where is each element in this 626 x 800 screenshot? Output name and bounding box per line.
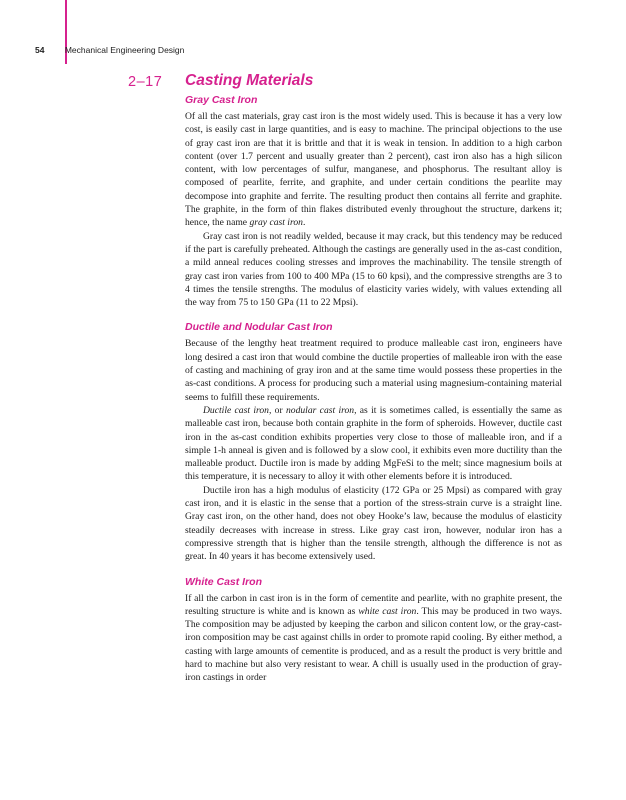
term-white-cast-iron: white cast iron (358, 605, 417, 617)
heading-ductile-cast-iron: Ductile and Nodular Cast Iron (185, 321, 333, 334)
page-number: 54 (35, 45, 45, 55)
term-gray-cast-iron: gray cast iron (249, 217, 303, 229)
paragraph-ductile-3: Ductile iron has a high modulus of elasticity (172 GPa or 25 Mpsi) as compared with gray cast iron, and it is elastic in the sense that a portion of the stress-strain curve is a straight line. Gray cast iron, on the other hand, does not obey Hooke’s law, because the modulus of elasticity steadily decreases with increase in stress. Like gray cast iron, however, nodular iron has a compressive strength that is higher than the tensile strength, although the difference is not as great. In 40 years it has become extensively used. (185, 484, 562, 563)
section-number: 2–17 (128, 74, 163, 90)
heading-white-cast-iron: White Cast Iron (185, 575, 263, 588)
section-title: Casting Materials (185, 72, 314, 89)
running-head (35, 45, 184, 55)
term-nodular-cast-iron: nodular cast iron, (285, 404, 357, 416)
body-text (185, 94, 562, 685)
term-ductile-cast-iron: Ductile cast iron, (203, 404, 272, 416)
book-title: Mechanical Engineering Design (64, 45, 185, 55)
paragraph-ductile-2: Ductile cast iron, or nodular cast iron, as it is sometimes called, is essentially the same as malleable cast iron, because both contain graphite in the form of spheroids. However, ductile cast iron in the as-cast condition exhibits properties very close to those of malleable iron, and if a simple 1-h anneal is given and is followed by a slow cool, it exhibits even more ductility than the malleable product. Ductile iron is made by adding MgFeSi to the melt; since magnesium boils at this temperature, it is necessary to alloy it with other elements before it is introduced. (185, 404, 562, 483)
heading-gray-cast-iron: Gray Cast Iron (185, 94, 258, 106)
paragraph-ductile-1: Because of the lengthy heat treatment required to produce malleable cast iron, engineers have long desired a cast iron that would combine the ductile properties of malleable iron with the ease of casting and machining of gray iron and at the same time would possess these properties in the as-cast conditions. A process for producing such a material using magnesium-containing material seems to fulfill these requirements. (185, 338, 562, 403)
paragraph-gray-2: Gray cast iron is not readily welded, because it may crack, but this tendency may be reduced if the part is carefully preheated. Although the castings are generally used in the as-cast condition, a mild anneal reduces cooling stresses and improves the machinability. The tensile strength of gray cast iron varies from 100 to 400 MPa (15 to 60 kpsi), and the compressive strengths are 3 to 4 times the tensile strengths. The modulus of elasticity varies widely, with values extending all the way from 75 to 150 GPa (11 to 22 Mpsi). (185, 230, 562, 309)
paragraph-gray-1: Of all the cast materials, gray cast iron is the most widely used. This is because it has a very low cost, is easily cast in large quantities, and is easy to machine. The principal objections to the use of gray cast iron are that it is brittle and that it is weak in tension. In addition to a high carbon content (over 1.7 percent and usually greater than 2 percent), cast iron also has a high silicon content, with low percentages of sulfur, manganese, and phosphorus. The resultant alloy is composed of pearlite, ferrite, and graphite, and under certain conditions the pearlite may decompose into graphite and ferrite. The resulting product then contains all ferrite and graphite. The graphite, in the form of thin flakes distributed evenly throughout the structure, darkens it; hence, the name gray cast iron. (185, 111, 562, 229)
paragraph-white-1: If all the carbon in cast iron is in the form of cementite and pearlite, with no graphite present, the resulting structure is white and is known as white cast iron. This may be produced in two ways. The composition may be adjusted by keeping the carbon and silicon content low, or the gray-cast-iron composition may be cast against chills in order to promote rapid cooling. By either method, a casting with large amounts of cementite is produced, and as a result the product is very brittle and hard to machine but also very resistant to wear. A chill is usually used in the production of gray-iron castings in order (185, 592, 562, 684)
